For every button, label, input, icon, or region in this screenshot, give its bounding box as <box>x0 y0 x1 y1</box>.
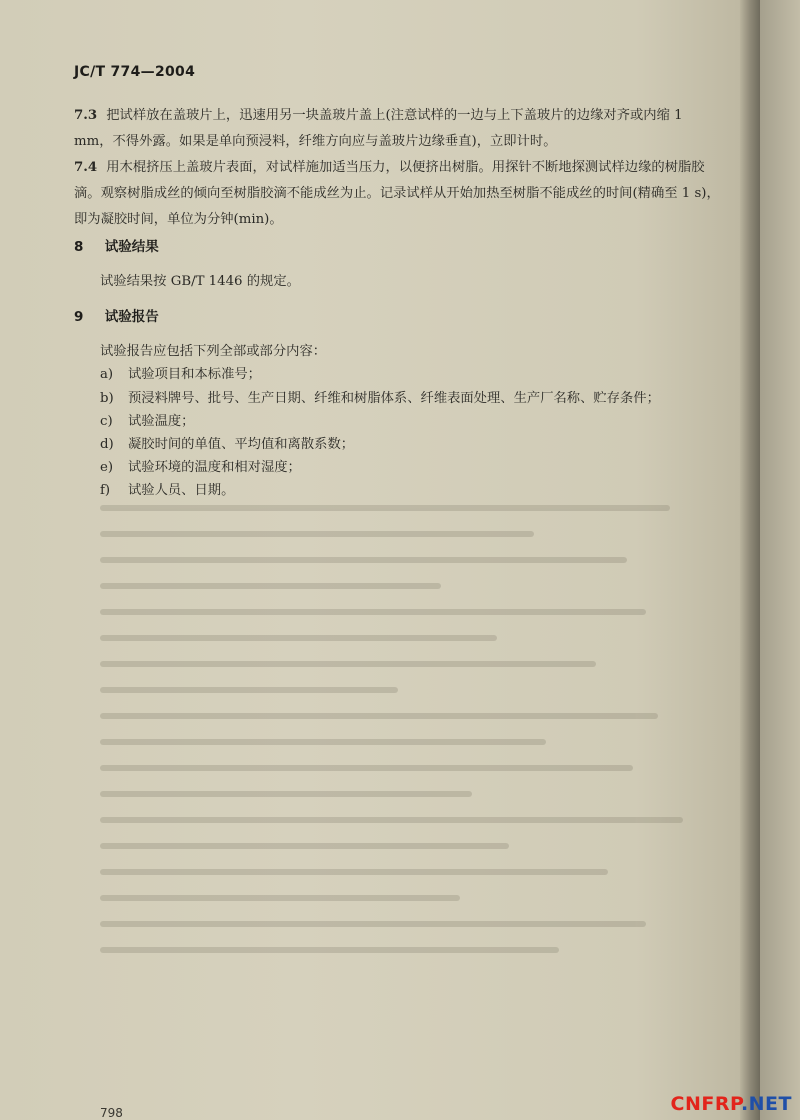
report-item <box>100 410 194 429</box>
section-8-title: 试验结果 <box>104 239 159 255</box>
report-item-label: e) <box>100 460 114 475</box>
report-item-text: 试验温度； <box>128 414 195 429</box>
section-9-intro: 试验报告应包括下列全部或部分内容： <box>100 344 327 359</box>
report-item-label: f) <box>100 483 111 498</box>
report-item-text: 试验项目和本标准号； <box>128 367 261 382</box>
site-watermark <box>671 1093 792 1115</box>
report-item-label: d) <box>100 437 114 452</box>
book-spine-shadow <box>740 0 760 1120</box>
section-9-number: 9 <box>74 309 84 325</box>
section-9-heading <box>74 305 159 325</box>
clause-7-3-text: 把试样放在盖玻片上，迅速用另一块盖玻片盖上(注意试样的一边与上下盖玻片的边缘对齐或内缩 1 mm，不得外露。如果是单向预浸料，纤维方向应与盖玻片边缘垂直)，立即计时。 <box>74 108 683 149</box>
section-8-heading <box>74 235 159 255</box>
clause-7-3-number: 7.3 <box>74 108 98 123</box>
report-item-label: a) <box>100 367 114 382</box>
page-number: 798 <box>100 1106 123 1120</box>
clause-7-4 <box>74 155 724 233</box>
report-item <box>100 433 354 452</box>
watermark-name: CNFRP <box>670 1093 741 1115</box>
report-item-label: c) <box>100 414 113 429</box>
clause-7-4-text: 用木棍挤压上盖玻片表面，对试样施加适当压力，以便挤出树脂。用探针不断地探测试样边缘的树脂胶滴。观察树脂成丝的倾向至树脂胶滴不能成丝为止。记录试样从开始加热至树脂不能成丝的时间(精确至 1 s)，即为凝胶时间，单位为分钟(min)。 <box>74 160 720 227</box>
clause-7-3 <box>74 103 724 155</box>
report-item-text: 试验环境的温度和相对湿度； <box>128 460 301 475</box>
facing-page-edge <box>760 0 800 1120</box>
report-item-text: 试验人员、日期。 <box>128 483 235 498</box>
report-item-label: b) <box>100 391 114 406</box>
report-item <box>100 479 234 498</box>
watermark-domain: .NET <box>740 1093 792 1115</box>
document-number-header: JC/T 774—2004 <box>74 64 196 80</box>
section-9-title: 试验报告 <box>104 309 159 325</box>
report-item-text: 预浸料牌号、批号、生产日期、纤维和树脂体系、纤维表面处理、生产厂名称、贮存条件； <box>128 391 660 406</box>
section-8-number: 8 <box>74 239 84 255</box>
report-item-text: 凝胶时间的单值、平均值和离散系数； <box>128 437 355 452</box>
report-item <box>100 363 261 382</box>
section-8-body: 试验结果按 GB/T 1446 的规定。 <box>100 274 300 289</box>
report-item <box>100 456 301 475</box>
report-item <box>100 387 660 406</box>
clause-7-4-number: 7.4 <box>74 160 98 175</box>
